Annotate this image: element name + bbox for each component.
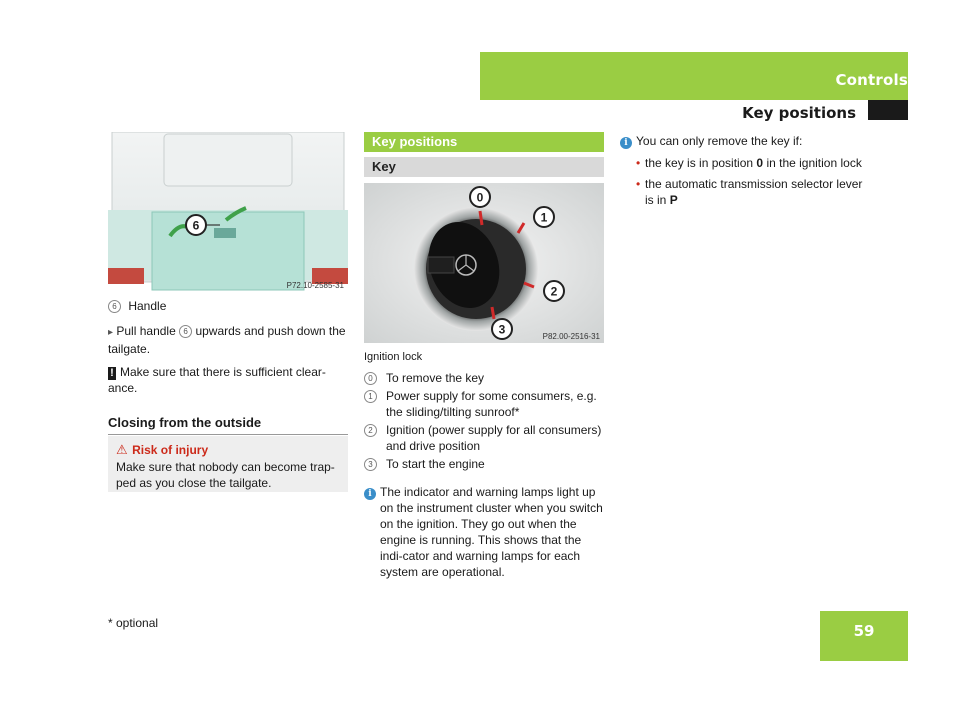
warning-header	[116, 441, 208, 459]
instruction-step	[108, 323, 350, 357]
info-icon: i	[620, 137, 632, 149]
key-removal-info	[620, 133, 866, 149]
warning-box	[108, 436, 348, 492]
position-item	[364, 456, 606, 472]
position-item	[364, 422, 606, 454]
header-marker	[868, 100, 908, 120]
key-subheading-text: Key	[372, 159, 396, 174]
info-icon: i	[364, 488, 376, 500]
position-number: 2	[364, 424, 377, 437]
position-text: To remove the key	[386, 371, 485, 385]
position-text: Power supply for some consumers, e.g. the sliding/tilting sunroof*	[386, 389, 597, 419]
instruction-prefix: Pull handle	[116, 324, 176, 338]
page-title: Key positions	[742, 104, 856, 122]
section-title: Controls	[835, 71, 908, 89]
key-positions-heading-text: Key positions	[372, 134, 458, 149]
ignition-lock-figure	[364, 183, 604, 343]
bullet-icon: •	[636, 156, 641, 170]
key-positions-heading	[364, 132, 604, 152]
position-list	[364, 370, 606, 474]
bullet-icon: •	[636, 177, 641, 191]
tailgate-figure	[108, 132, 348, 292]
position-number: 3	[364, 458, 377, 471]
position-number: 0	[364, 372, 377, 385]
figure-callout-6: 6	[192, 218, 200, 233]
exclamation-icon: !	[108, 367, 116, 380]
warning-text: Make sure that nobody can become trap-ped as you close the tailgate.	[116, 460, 335, 490]
warning-title: Risk of injury	[132, 443, 209, 457]
callout-number: 6	[179, 325, 192, 338]
condition-text-end: in the ignition lock	[766, 156, 862, 170]
key-removal-conditions	[636, 155, 868, 208]
position-text: Ignition (power supply for all consumers) and drive position	[386, 423, 602, 453]
condition-item	[636, 176, 868, 208]
lock-callout-2: 2	[550, 284, 558, 299]
key-subheading	[364, 157, 604, 177]
figure-code: P72.10-2585-31	[286, 281, 344, 290]
position-item	[364, 388, 606, 420]
arrow-icon: ▸	[108, 327, 114, 338]
note	[108, 364, 350, 396]
warning-triangle-icon: ⚠	[116, 442, 128, 457]
note-text: Make sure that there is sufficient clear-ance.	[108, 365, 326, 395]
ignition-lock-illustration	[364, 183, 604, 343]
position-number: 1	[364, 390, 377, 403]
closing-heading-text: Closing from the outside	[108, 415, 262, 430]
footnote: * optional	[108, 616, 159, 630]
condition-text: the automatic transmission selector lever is in	[645, 177, 863, 207]
key-removal-intro: You can only remove the key if:	[636, 134, 803, 148]
condition-value: P	[669, 193, 678, 207]
lock-callout-3: 3	[498, 322, 506, 337]
position-text: To start the engine	[386, 457, 485, 471]
lock-callout-0: 0	[476, 190, 484, 205]
info-note	[364, 484, 606, 580]
position-item	[364, 370, 606, 386]
condition-text: the key is in position	[645, 156, 754, 170]
closing-heading	[108, 414, 348, 435]
legend-label: Handle	[128, 299, 167, 313]
figure-caption: Ignition lock	[364, 351, 423, 363]
condition-value: 0	[756, 156, 764, 170]
instruction-suffix: upwards and push down the tailgate.	[108, 324, 346, 356]
lock-callout-1: 1	[540, 210, 548, 225]
callout-number: 6	[108, 300, 121, 313]
lock-figure-code: P82.00-2516-31	[542, 332, 600, 341]
legend-handle	[108, 298, 348, 314]
info-note-text: The indicator and warning lamps light up on the instrument cluster when you switch on the ignition. They go out when the engine is running. This shows that the indi-cator and warning lamps for each system are operational.	[380, 485, 603, 579]
page-number: 59	[853, 622, 875, 640]
tailgate-illustration	[108, 132, 348, 292]
condition-item	[636, 155, 868, 171]
